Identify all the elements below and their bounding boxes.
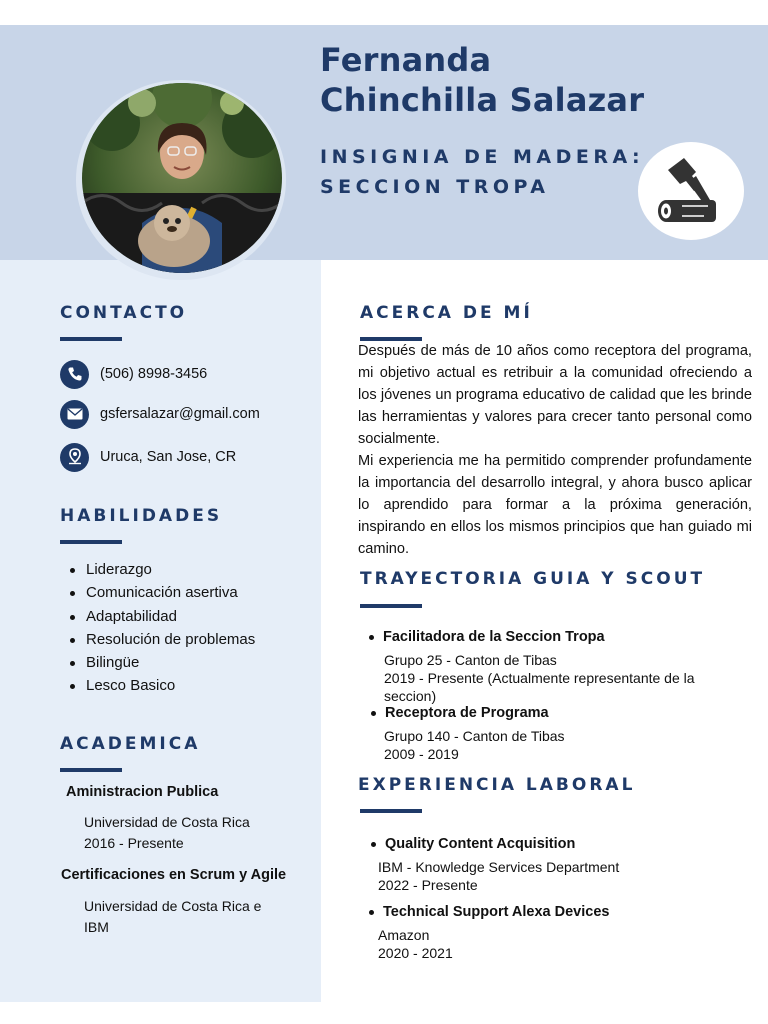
list-item: Comunicación asertiva bbox=[68, 581, 255, 604]
entry-line: 2022 - Presente bbox=[378, 877, 478, 893]
academic-section-title: ACADEMICA bbox=[60, 734, 201, 754]
envelope-icon bbox=[60, 400, 89, 429]
work-entry bbox=[369, 903, 709, 962]
contact-email-row bbox=[60, 400, 260, 428]
entry-line: Amazon bbox=[378, 927, 430, 943]
list-item: Bilingüe bbox=[68, 651, 255, 674]
location-pin-icon bbox=[60, 443, 89, 472]
subtitle-line-2: SECCION TROPA bbox=[320, 176, 550, 198]
contact-phone[interactable]: (506) 8998-3456 bbox=[100, 366, 208, 382]
contact-title-rule bbox=[60, 337, 122, 341]
entry-line: Grupo 25 - Canton de Tibas bbox=[384, 652, 557, 668]
academic-item-line: Universidad de Costa Rica e bbox=[84, 898, 262, 914]
entry-title: Quality Content Acquisition bbox=[371, 835, 711, 853]
entry-title: Facilitadora de la Seccion Tropa bbox=[369, 628, 709, 646]
skills-list bbox=[68, 558, 255, 698]
skills-section-title: HABILIDADES bbox=[60, 506, 223, 526]
trajectory-section-title: TRAYECTORIA GUIA Y SCOUT bbox=[360, 569, 706, 589]
subtitle-line-1: INSIGNIA DE MADERA: bbox=[320, 146, 645, 168]
phone-icon bbox=[60, 360, 89, 389]
list-item: Resolución de problemas bbox=[68, 628, 255, 651]
entry-line: 2019 - Presente (Actualmente representante de la seccion) bbox=[384, 670, 695, 704]
entry-line: 2009 - 2019 bbox=[384, 746, 459, 762]
work-title-rule bbox=[360, 809, 422, 813]
entry-line: 2020 - 2021 bbox=[378, 945, 453, 961]
skills-title-rule bbox=[60, 540, 122, 544]
entry-line: IBM - Knowledge Services Department bbox=[378, 859, 620, 875]
academic-item-title: Aministracion Publica bbox=[66, 784, 219, 800]
list-item: Liderazgo bbox=[68, 558, 255, 581]
entry-title: Technical Support Alexa Devices bbox=[369, 903, 709, 921]
profile-photo bbox=[82, 83, 282, 273]
list-item: Adaptabilidad bbox=[68, 605, 255, 628]
academic-item-line: 2016 - Presente bbox=[84, 835, 184, 851]
trajectory-entry bbox=[369, 628, 709, 705]
about-text bbox=[358, 340, 752, 560]
academic-item-line: IBM bbox=[84, 919, 109, 935]
academic-item-line: Universidad de Costa Rica bbox=[84, 814, 250, 830]
work-entry bbox=[371, 835, 711, 894]
contact-phone-row bbox=[60, 360, 207, 388]
name-line-1: Fernanda bbox=[320, 41, 492, 79]
contact-section-title: CONTACTO bbox=[60, 303, 188, 323]
contact-location-row bbox=[60, 443, 236, 471]
contact-email[interactable]: gsfersalazar@gmail.com bbox=[100, 406, 260, 422]
badge-icon-circle bbox=[638, 142, 744, 240]
entry-line: Grupo 140 - Canton de Tibas bbox=[384, 728, 565, 744]
academic-title-rule bbox=[60, 768, 122, 772]
candidate-name bbox=[320, 40, 644, 120]
about-paragraph: Después de más de 10 años como receptora del programa, mi objetivo actual es retribuir a la comunidad ofreciendo a los jóvenes un programa educativo de calidad que les brinde las herramientas y valores para crecer tanto personal como socialmente. bbox=[358, 343, 752, 447]
about-paragraph: Mi experiencia me ha permitido comprender profundamente la importancia del desarrollo integral, y ahora busco aplicar lo aprendido para formar a la próxima generación, inspirando en ellos los mismos principios que han guiado mi camino. bbox=[358, 453, 752, 557]
axe-in-log-icon bbox=[638, 142, 744, 240]
trajectory-entry bbox=[371, 704, 711, 763]
about-section-title: ACERCA DE MÍ bbox=[360, 303, 533, 323]
contact-location: Uruca, San Jose, CR bbox=[100, 449, 237, 465]
name-line-2: Chinchilla Salazar bbox=[320, 81, 645, 119]
trajectory-title-rule bbox=[360, 604, 422, 608]
entry-title: Receptora de Programa bbox=[371, 704, 711, 722]
list-item: Lesco Basico bbox=[68, 674, 255, 697]
academic-item-title: Certificaciones en Scrum y Agile bbox=[61, 867, 287, 883]
work-section-title: EXPERIENCIA LABORAL bbox=[358, 775, 636, 795]
badge-subtitle bbox=[320, 142, 650, 202]
